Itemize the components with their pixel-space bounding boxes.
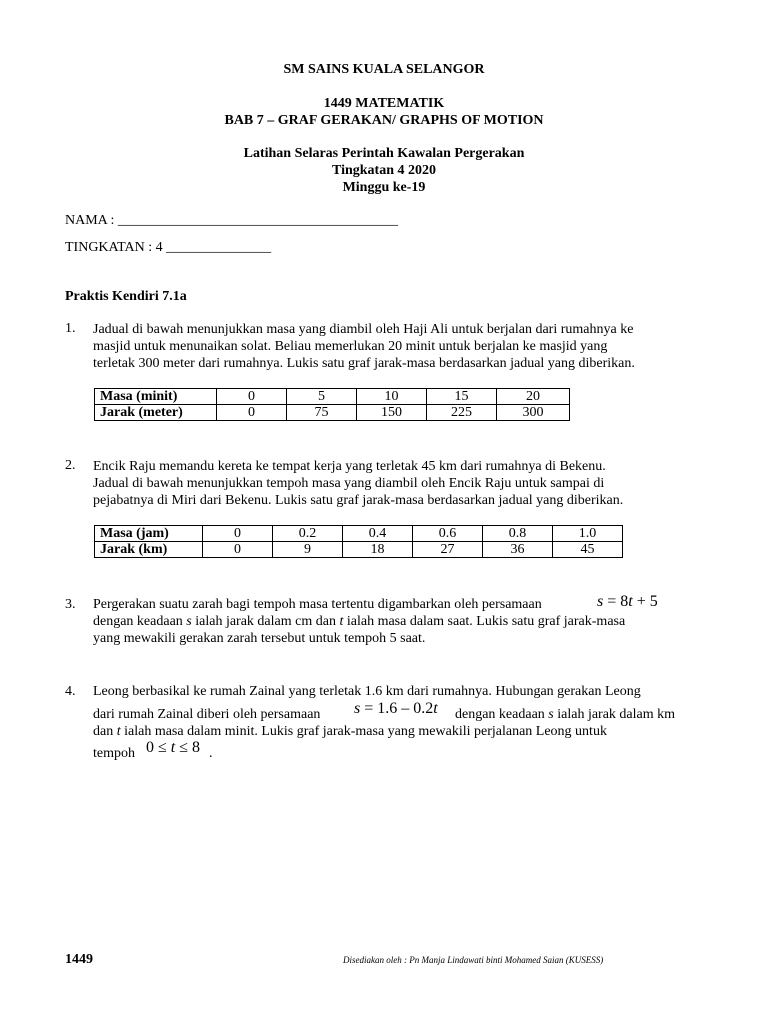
table-row-label: Jarak (meter) xyxy=(95,405,217,421)
question-3-line: yang mewakili gerakan zarah tersebut untuk tempoh 5 saat. xyxy=(93,631,426,646)
table-cell: 225 xyxy=(427,405,497,421)
question-4-number: 4. xyxy=(65,684,76,699)
table-cell: 0.4 xyxy=(343,526,413,542)
table-cell: 27 xyxy=(413,542,483,558)
table-row xyxy=(95,542,623,558)
equation-part: = 1.6 – 0.2 xyxy=(360,700,434,717)
text-var: s xyxy=(186,614,192,629)
table-cell: 150 xyxy=(357,405,427,421)
text-part: ialah masa dalam saat. Lukis satu graf jarak-masa xyxy=(343,614,626,629)
question-1-text xyxy=(93,321,713,372)
school-name: SM SAINS KUALA SELANGOR xyxy=(283,62,485,77)
name-field[interactable]: NAMA : ________________________________________ xyxy=(65,213,398,228)
question-4-line: Leong berbasikal ke rumah Zainal yang terletak 1.6 km dari rumahnya. Hubungan gerakan Leong xyxy=(93,684,641,699)
table-cell: 0 xyxy=(203,526,273,542)
table-cell: 0 xyxy=(203,542,273,558)
subject-title: 1449 MATEMATIK xyxy=(323,96,445,111)
table-cell: 0 xyxy=(217,405,287,421)
exercise-title: Latihan Selaras Perintah Kawalan Pergerakan xyxy=(243,146,525,161)
question-4-line-end: . xyxy=(209,746,213,761)
table-row-label: Masa (jam) xyxy=(95,526,203,542)
table-row-label: Jarak (km) xyxy=(95,542,203,558)
question-3-line xyxy=(93,614,625,630)
table-cell: 1.0 xyxy=(553,526,623,542)
text-part: ialah masa dalam minit. Lukis graf jarak-masa yang mewakili perjalanan Leong untuk xyxy=(120,724,607,739)
equation-part: + 5 xyxy=(632,593,658,610)
text-var: t xyxy=(339,614,344,629)
section-title: Praktis Kendiri 7.1a xyxy=(65,289,187,304)
equation-part: 0 ≤ xyxy=(146,739,171,756)
form-year: Tingkatan 4 2020 xyxy=(332,163,436,178)
table-cell: 15 xyxy=(427,389,497,405)
question-1-line: terletak 300 meter dari rumahnya. Lukis satu graf jarak-masa berdasarkan jadual yang diberikan. xyxy=(93,356,635,371)
table-cell: 5 xyxy=(287,389,357,405)
question-2-line: pejabatnya di Miri dari Bekenu. Lukis satu graf jarak-masa berdasarkan jadual yang diberikan. xyxy=(93,493,624,508)
equation-var: t xyxy=(433,700,438,717)
table-row xyxy=(95,526,623,542)
question-2-number: 2. xyxy=(65,458,76,473)
table-cell: 75 xyxy=(287,405,357,421)
footer-prepared-by: Disediakan oleh : Pn Manja Lindawati binti Mohamed Saian (KUSESS) xyxy=(343,955,604,965)
table-row xyxy=(95,389,570,405)
equation-var: s xyxy=(597,593,604,610)
table-cell: 20 xyxy=(497,389,570,405)
table-cell: 0.6 xyxy=(413,526,483,542)
question-4-line xyxy=(93,724,607,740)
question-1-line: masjid untuk menunaikan solat. Beliau memerlukan 20 minit untuk berjalan ke masjid yang xyxy=(93,339,608,354)
table-cell: 300 xyxy=(497,405,570,421)
question-3-number: 3. xyxy=(65,597,76,612)
question-2-table xyxy=(94,525,623,558)
text-part: dan xyxy=(93,724,117,739)
table-row-label: Masa (minit) xyxy=(95,389,217,405)
equation-part: = 8 xyxy=(603,593,629,610)
question-1-number: 1. xyxy=(65,321,76,336)
question-4-line: tempoh xyxy=(93,746,135,761)
equation-var: t xyxy=(628,593,633,610)
table-cell: 10 xyxy=(357,389,427,405)
question-2-text xyxy=(93,458,713,509)
table-cell: 18 xyxy=(343,542,413,558)
text-var: s xyxy=(548,707,554,722)
equation-part: ≤ 8 xyxy=(175,739,201,756)
table-row xyxy=(95,405,570,421)
question-1-line: Jadual di bawah menunjukkan masa yang diambil oleh Haji Ali untuk berjalan dari rumahnya ke xyxy=(93,322,634,337)
equation-var: s xyxy=(354,700,361,717)
text-var: t xyxy=(116,724,121,739)
question-2-line: Jadual di bawah menunjukkan tempoh masa yang diambil oleh Encik Raju untuk sampai di xyxy=(93,476,605,491)
question-3-equation xyxy=(597,593,658,611)
text-part: dengan keadaan xyxy=(93,614,187,629)
question-2-line: Encik Raju memandu kereta ke tempat kerja yang terletak 45 km dari rumahnya di Bekenu. xyxy=(93,459,606,474)
table-cell: 0.8 xyxy=(483,526,553,542)
table-cell: 45 xyxy=(553,542,623,558)
question-1-table xyxy=(94,388,570,421)
equation-var: t xyxy=(170,739,176,756)
text-part: ialah jarak dalam km xyxy=(553,707,676,722)
chapter-title: BAB 7 – GRAF GERAKAN/ GRAPHS OF MOTION xyxy=(224,113,544,128)
question-4-range xyxy=(146,739,200,757)
question-4-line: dari rumah Zainal diberi oleh persamaan xyxy=(93,707,321,722)
table-cell: 0 xyxy=(217,389,287,405)
week-label: Minggu ke-19 xyxy=(342,180,426,195)
footer-code: 1449 xyxy=(65,952,93,967)
table-cell: 36 xyxy=(483,542,553,558)
table-cell: 9 xyxy=(273,542,343,558)
table-cell: 0.2 xyxy=(273,526,343,542)
question-4-line xyxy=(455,707,675,723)
text-part: ialah jarak dalam cm dan xyxy=(191,614,340,629)
question-4-equation xyxy=(354,700,438,718)
question-3-line: Pergerakan suatu zarah bagi tempoh masa tertentu digambarkan oleh persamaan xyxy=(93,597,542,612)
text-part: dengan keadaan xyxy=(455,707,549,722)
class-field[interactable]: TINGKATAN : 4 _______________ xyxy=(65,240,272,255)
